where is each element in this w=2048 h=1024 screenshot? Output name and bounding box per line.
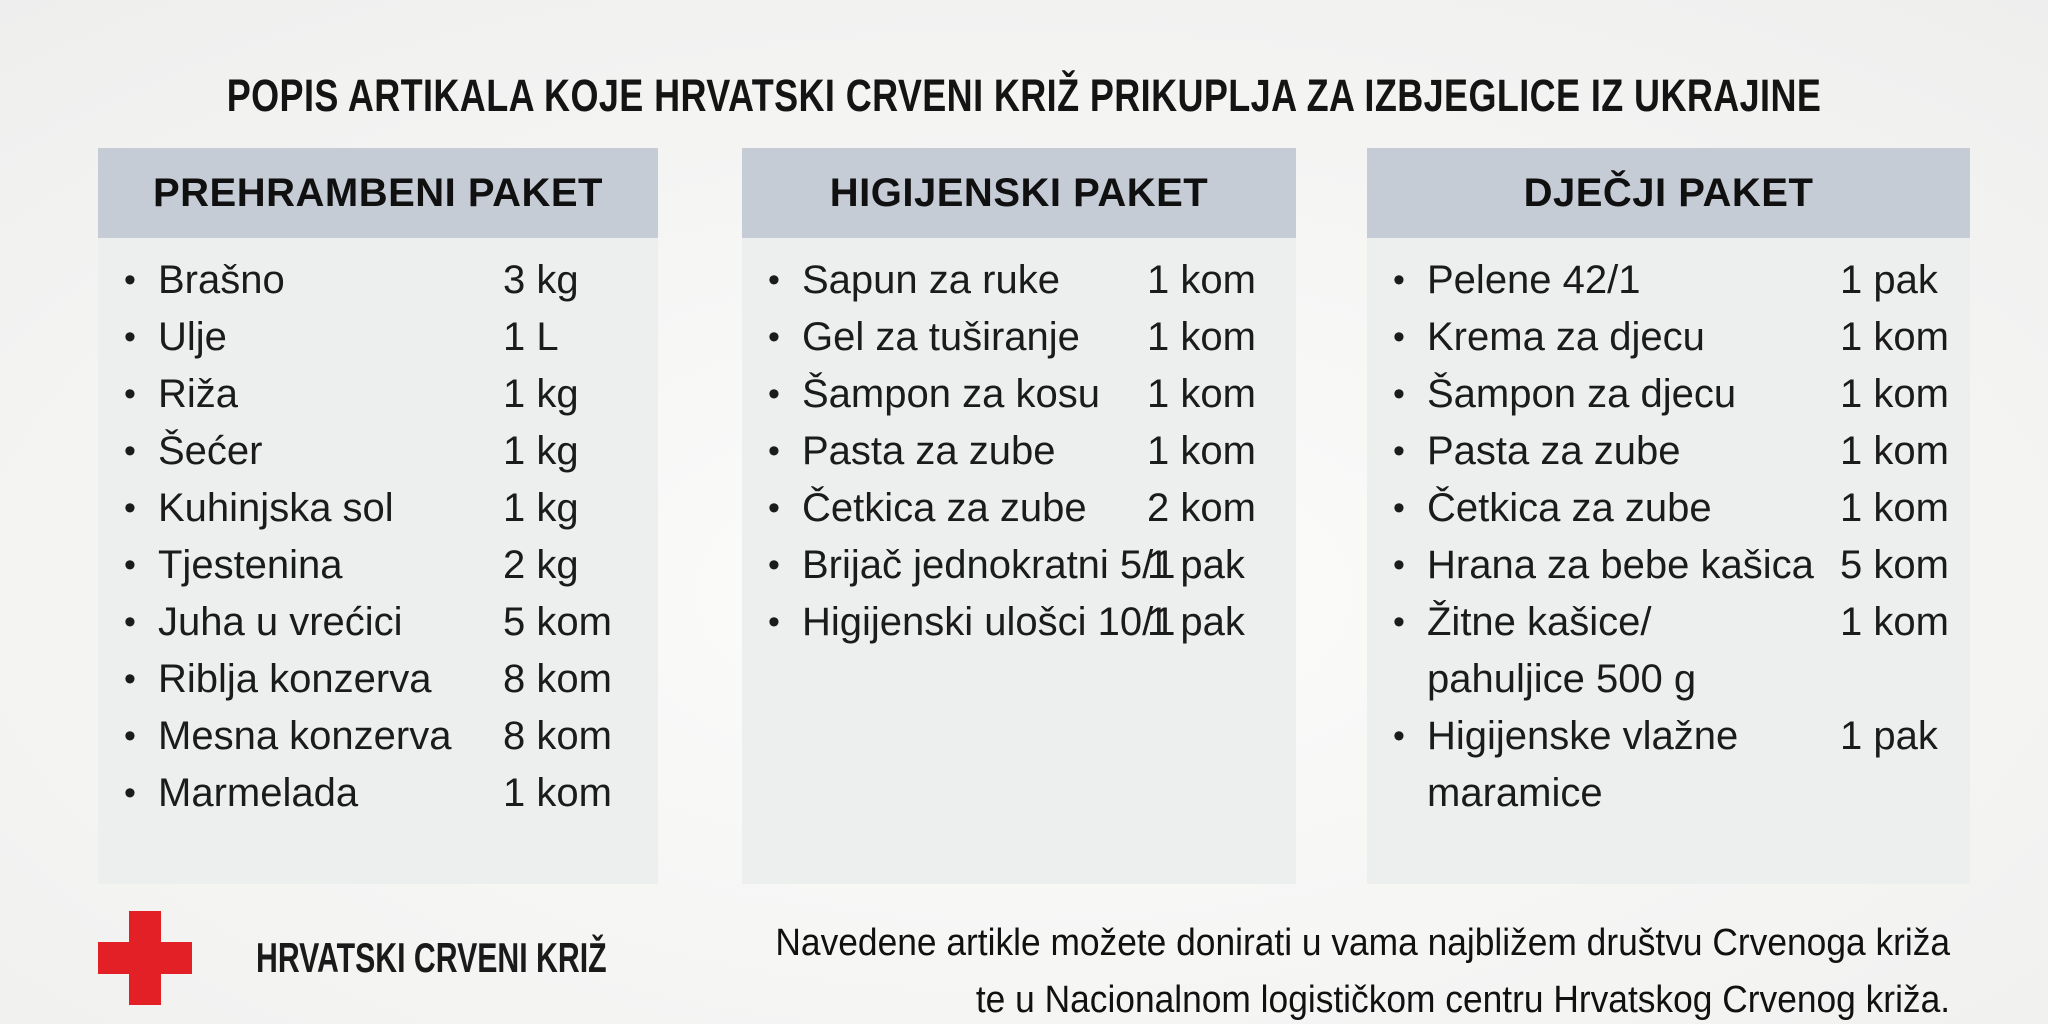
bullet-icon: • xyxy=(768,261,780,299)
item-quantity: 5 kom xyxy=(503,600,612,644)
item-quantity: 1 L xyxy=(503,315,559,359)
panel-hygiene-package xyxy=(742,148,1296,884)
bullet-icon: • xyxy=(1393,489,1405,527)
item-label: Higijenske vlažne maramice xyxy=(1427,714,1739,815)
item-quantity: 1 pak xyxy=(1147,543,1245,587)
item-quantity: 1 pak xyxy=(1147,600,1245,644)
bullet-icon: • xyxy=(1393,318,1405,356)
list-item xyxy=(124,765,633,822)
food-package-list xyxy=(98,238,658,884)
item-label: Šampon za kosu xyxy=(802,372,1100,416)
item-quantity: 1 kg xyxy=(503,372,579,416)
item-label: Žitne kašice/ pahuljice 500 g xyxy=(1427,600,1697,701)
item-quantity: 1 kom xyxy=(1840,486,1949,530)
item-label: Pasta za zube xyxy=(802,429,1056,473)
bullet-icon: • xyxy=(124,603,136,641)
list-item xyxy=(768,480,1271,537)
list-item xyxy=(1393,594,1949,708)
red-cross-logo xyxy=(98,911,743,1005)
item-label: Tjestenina xyxy=(158,543,343,587)
item-label: Četkica za zube xyxy=(1427,486,1712,530)
bullet-icon: • xyxy=(768,546,780,584)
item-quantity: 2 kg xyxy=(503,543,579,587)
list-item xyxy=(124,537,633,594)
item-label: Riža xyxy=(158,372,239,416)
logo-text: HRVATSKI CRVENI KRIŽ xyxy=(256,934,607,981)
donation-note-line1: Navedene artikle možete donirati u vama najbližem društvu Crvenoga križa xyxy=(775,922,1950,964)
list-item xyxy=(124,651,633,708)
list-item xyxy=(768,252,1271,309)
item-label: Pelene 42/1 xyxy=(1427,258,1641,302)
item-label: Higijenski ulošci 10/1 xyxy=(802,600,1176,644)
bullet-icon: • xyxy=(768,432,780,470)
list-item xyxy=(124,309,633,366)
item-label: Sapun za ruke xyxy=(802,258,1060,302)
item-quantity: 1 kom xyxy=(1147,258,1256,302)
item-label: Gel za tuširanje xyxy=(802,315,1080,359)
donation-note xyxy=(775,915,1950,1024)
list-item xyxy=(768,366,1271,423)
item-label: Kuhinjska sol xyxy=(158,486,394,530)
children-package-list xyxy=(1367,238,1970,884)
list-item xyxy=(124,423,633,480)
list-item xyxy=(124,708,633,765)
bullet-icon: • xyxy=(1393,375,1405,413)
item-quantity: 8 kom xyxy=(503,657,612,701)
children-package-header: DJEČJI PAKET xyxy=(1367,148,1970,238)
list-item xyxy=(1393,537,1949,594)
bullet-icon: • xyxy=(1393,546,1405,584)
package-columns xyxy=(98,148,1970,884)
list-item xyxy=(768,594,1271,651)
item-quantity: 1 kom xyxy=(1147,315,1256,359)
hygiene-package-list xyxy=(742,238,1296,884)
list-item xyxy=(124,594,633,651)
list-item xyxy=(768,423,1271,480)
item-quantity: 1 pak xyxy=(1840,714,1938,758)
red-cross-icon xyxy=(98,911,192,1005)
item-quantity: 2 kom xyxy=(1147,486,1256,530)
bullet-icon: • xyxy=(1393,432,1405,470)
item-label: Marmelada xyxy=(158,771,359,815)
list-item xyxy=(1393,309,1949,366)
donation-note-line2: te u Nacionalnom logističkom centru Hrvatskog Crvenog križa. xyxy=(975,979,1950,1021)
list-item xyxy=(768,309,1271,366)
list-item xyxy=(124,366,633,423)
page-title: POPIS ARTIKALA KOJE HRVATSKI CRVENI KRIŽ PRIKUPLJA ZA IZBJEGLICE IZ UKRAJINE xyxy=(226,70,1822,122)
item-quantity: 1 kg xyxy=(503,429,579,473)
item-quantity: 1 pak xyxy=(1840,258,1938,302)
item-quantity: 1 kom xyxy=(1840,429,1949,473)
hygiene-package-header: HIGIJENSKI PAKET xyxy=(742,148,1296,238)
list-item xyxy=(1393,708,1945,822)
item-label: Krema za djecu xyxy=(1427,315,1705,359)
list-item xyxy=(768,537,1271,594)
item-quantity: 1 kom xyxy=(1840,372,1949,416)
bullet-icon: • xyxy=(124,489,136,527)
footer xyxy=(98,905,1950,1021)
item-quantity: 1 kom xyxy=(1840,600,1949,644)
item-label: Mesna konzerva xyxy=(158,714,452,758)
bullet-icon: • xyxy=(124,318,136,356)
item-quantity: 1 kom xyxy=(1840,315,1949,359)
item-quantity: 1 kg xyxy=(503,486,579,530)
bullet-icon: • xyxy=(1393,261,1405,299)
list-item xyxy=(1393,480,1949,537)
list-item xyxy=(124,252,633,309)
item-quantity: 8 kom xyxy=(503,714,612,758)
bullet-icon: • xyxy=(124,432,136,470)
list-item xyxy=(1393,252,1945,309)
item-label: Juha u vrećici xyxy=(158,600,403,644)
bullet-icon: • xyxy=(768,318,780,356)
item-label: Brašno xyxy=(158,258,285,302)
item-quantity: 5 kom xyxy=(1840,543,1949,587)
bullet-icon: • xyxy=(768,489,780,527)
bullet-icon: • xyxy=(1393,603,1405,641)
item-label: Četkica za zube xyxy=(802,486,1087,530)
item-quantity: 1 kom xyxy=(1147,429,1256,473)
bullet-icon: • xyxy=(124,261,136,299)
item-label: Pasta za zube xyxy=(1427,429,1681,473)
item-quantity: 1 kom xyxy=(1147,372,1256,416)
bullet-icon: • xyxy=(768,375,780,413)
item-label: Brijač jednokratni 5/1 xyxy=(802,543,1176,587)
item-label: Šećer xyxy=(158,429,263,473)
item-label: Ulje xyxy=(158,315,227,359)
item-label: Riblja konzerva xyxy=(158,657,432,701)
food-package-header: PREHRAMBENI PAKET xyxy=(98,148,658,238)
bullet-icon: • xyxy=(768,603,780,641)
bullet-icon: • xyxy=(124,717,136,755)
bullet-icon: • xyxy=(1393,717,1405,755)
bullet-icon: • xyxy=(124,660,136,698)
panel-food-package xyxy=(98,148,658,884)
list-item xyxy=(1393,366,1949,423)
item-quantity: 3 kg xyxy=(503,258,579,302)
list-item xyxy=(1393,423,1949,480)
item-quantity: 1 kom xyxy=(503,771,612,815)
bullet-icon: • xyxy=(124,375,136,413)
item-label: Hrana za bebe kašica xyxy=(1427,543,1814,587)
bullet-icon: • xyxy=(124,774,136,812)
list-item xyxy=(124,480,633,537)
panel-children-package xyxy=(1367,148,1970,884)
item-label: Šampon za djecu xyxy=(1427,372,1737,416)
bullet-icon: • xyxy=(124,546,136,584)
